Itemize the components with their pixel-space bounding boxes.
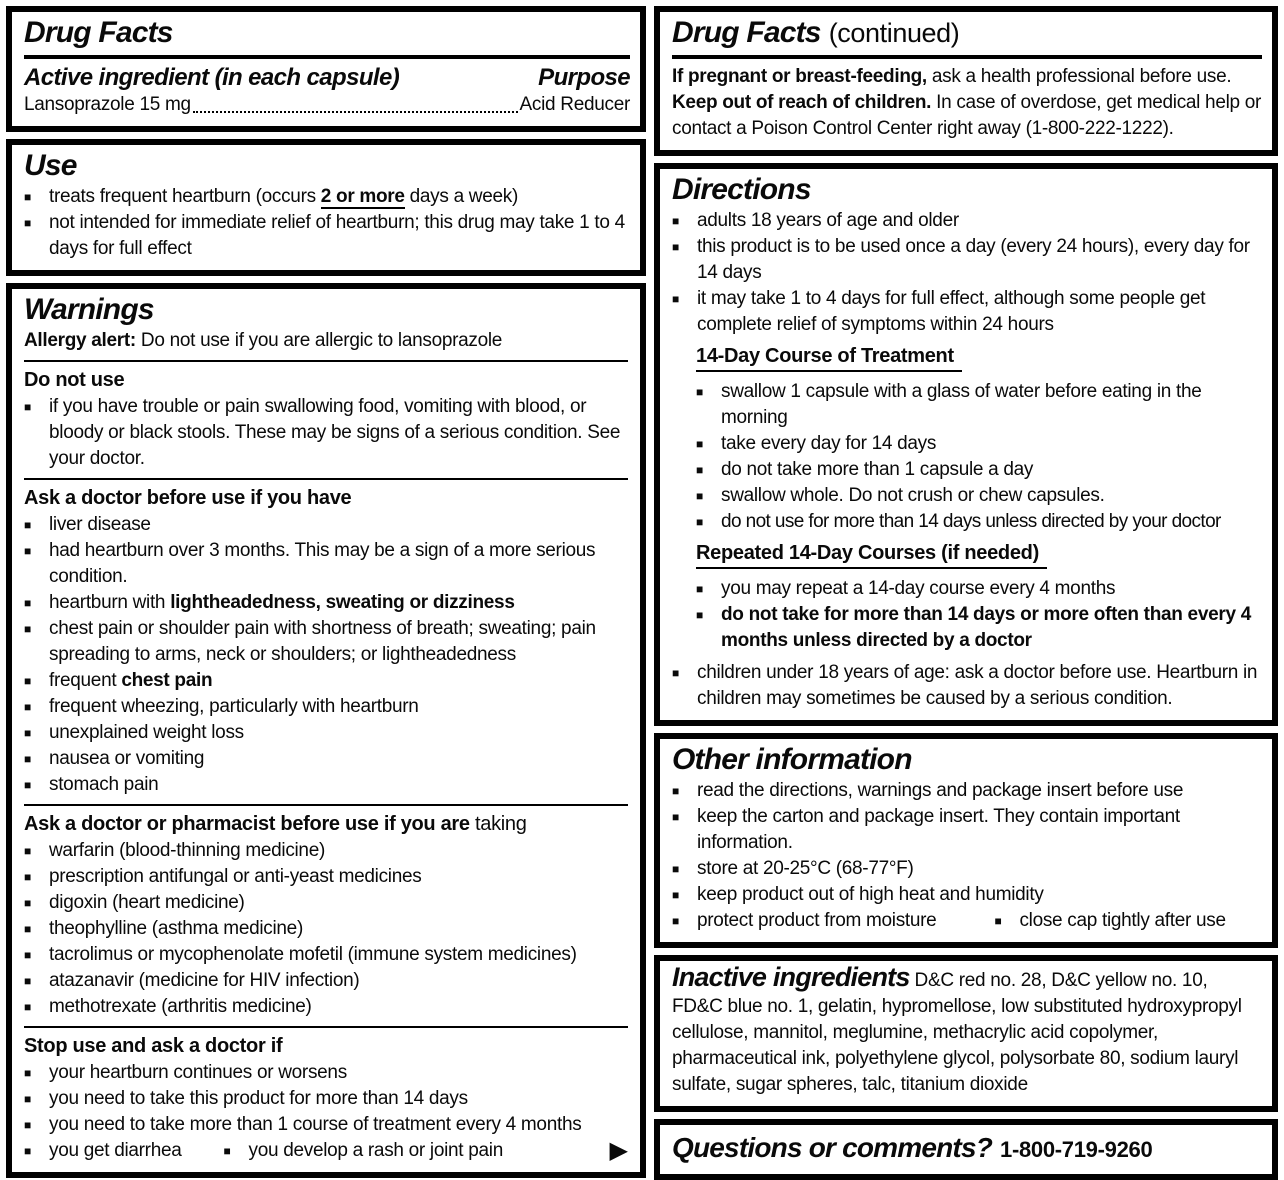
inactive-ingredients-heading: Inactive ingredients [672,962,910,992]
inactive-ingredients-text: D&C red no. 28, D&C yellow no. 10, FD&C blue no. 1, gelatin, hypromellose, low substituted hydroxypropyl cellulose, mannitol, meglumine, methacrylic acid copolymer, pharmaceutical ink, polyethylene glycol, polysorbate 80, sodium lauryl sulfate, sugar spheres, talc, titanium dioxide [672,970,1242,1095]
bullet-square-icon: ■ [24,700,31,714]
ask-doctor-item [24,616,630,668]
directions-panel [654,163,1278,726]
ask-pharmacist-item-text: atazanavir (medicine for HIV infection) [49,970,360,991]
bullet-square-icon: ■ [24,1092,31,1106]
bold-text-segment: If pregnant or breast-feeding, [672,66,927,87]
ask-pharmacist-item [24,864,630,890]
ask-pharmacist-item [24,994,630,1020]
other-info-item [672,882,1262,908]
text-segment: frequent [49,670,122,691]
divider [24,804,628,806]
other-info-item-text: keep the carton and package insert. They contain important information. [697,806,1180,853]
bullet-square-icon: ■ [24,1118,31,1132]
bullet-square-icon: ■ [672,914,679,928]
use-item-text [49,184,630,210]
course-item-text: swallow whole. Do not crush or chew capsules. [721,485,1105,506]
allergy-alert-lead: Allergy alert: [24,330,136,351]
ask-pharmacist-heading [24,811,630,837]
use-item [24,184,630,210]
stop-use-item-text: you need to take this product for more than 14 days [49,1088,468,1109]
bullet-square-icon: ■ [672,888,679,902]
bold-text-segment: Ask a doctor or pharmacist before use if you are [24,813,470,835]
bullet-square-icon: ■ [24,1144,31,1158]
ask-doctor-item [24,694,630,720]
bullet-square-icon: ■ [24,896,31,910]
repeated-item [696,602,1262,654]
course-of-treatment-list [696,379,1262,535]
bullet-square-icon: ■ [696,608,703,622]
ask-doctor-item [24,668,630,694]
ask-doctor-item [24,772,630,798]
bullet-square-icon: ■ [24,596,31,610]
emphasized-text: 2 or more [320,186,405,207]
bullet-square-icon: ■ [696,463,703,477]
course-item [696,483,1262,509]
stop-use-last-row [24,1138,630,1164]
ask-doctor-item-text: nausea or vomiting [49,748,205,769]
course-item-text: do not use for more than 14 days unless directed by your doctor [721,511,1221,532]
drug-facts-continued-title: Drug Facts [672,16,821,49]
inactive-ingredients-paragraph [672,964,1262,1098]
ask-doctor-item-text: had heartburn over 3 months. This may be a sign of a more serious condition. [49,540,596,587]
ask-doctor-heading: Ask a doctor before use if you have [24,487,352,509]
bullet-square-icon: ■ [24,844,31,858]
bullet-square-icon: ■ [24,752,31,766]
ingredient-row [24,92,630,118]
ask-doctor-item-text [49,668,630,694]
questions-heading: Questions or comments? [672,1132,993,1163]
other-information-title: Other information [672,743,912,776]
ask-pharmacist-item [24,916,630,942]
repeated-item [696,576,1262,602]
bullet-square-icon: ■ [696,582,703,596]
text-segment: treats frequent heartburn (occurs [49,186,321,207]
bullet-square-icon: ■ [672,214,679,228]
ask-pharmacist-item [24,968,630,994]
active-ingredient-heading: Active ingredient (in each capsule) [24,64,400,91]
directions-item [672,208,1262,234]
other-information-panel [654,733,1278,948]
bullet-square-icon: ■ [696,385,703,399]
bullet-square-icon: ■ [672,784,679,798]
bullet-square-icon: ■ [24,400,31,414]
ingredient-name: Lansoprazole 15 mg [24,94,191,115]
bullet-square-icon: ■ [672,862,679,876]
divider [24,360,628,362]
ask-doctor-item [24,538,630,590]
bold-text-segment: lightheadedness, sweating or dizziness [170,592,515,613]
drug-facts-continued-title-row [672,15,1262,59]
directions-item-text: adults 18 years of age and older [697,210,959,231]
bullet-square-icon: ■ [24,948,31,962]
warnings-title: Warnings [24,293,154,326]
left-column [6,6,646,1178]
stop-use-item [24,1112,630,1138]
questions-row [672,1128,1262,1166]
bullet-square-icon: ■ [696,437,703,451]
pregnancy-warning [672,64,1262,90]
other-info-item-text: read the directions, warnings and package insert before use [697,780,1184,801]
directions-item [672,286,1262,338]
bullet-square-icon: ■ [24,922,31,936]
directions-title: Directions [672,173,811,206]
bullet-square-icon: ■ [994,914,1002,928]
bullet-square-icon: ■ [24,778,31,792]
course-item-text: do not take more than 1 capsule a day [721,459,1034,480]
ask-doctor-item-text: chest pain or shoulder pain with shortness of breath; sweating; pain spreading to arms, neck or shoulders; or lightheadedness [49,618,596,665]
bullet-square-icon: ■ [672,666,679,680]
directions-item-text: it may take 1 to 4 days for full effect, although some people get complete relief of symptoms within 24 hours [697,288,1206,335]
ask-doctor-item-text [49,590,630,616]
warnings-panel [6,283,646,1178]
use-item-text: not intended for immediate relief of heartburn; this drug may take 1 to 4 days for full effect [49,212,625,259]
other-info-item [672,804,1262,856]
questions-panel [654,1119,1278,1180]
questions-phone-number: 1-800-719-9260 [1000,1137,1153,1162]
ask-pharmacist-item-text: prescription antifungal or anti-yeast medicines [49,866,422,887]
bullet-square-icon: ■ [24,544,31,558]
bullet-square-icon: ■ [223,1144,231,1158]
stop-use-item [24,1086,630,1112]
directions-item [672,234,1262,286]
purpose-heading: Purpose [538,64,630,91]
stop-use-heading: Stop use and ask a doctor if [24,1035,283,1057]
active-ingredient-panel [6,6,646,132]
other-info-item [672,778,1262,804]
ask-doctor-item-text: unexplained weight loss [49,722,244,743]
bullet-square-icon: ■ [24,190,31,204]
course-item [696,379,1262,431]
ask-doctor-item-text: frequent wheezing, particularly with heartburn [49,696,419,717]
keep-out-of-reach-warning [672,90,1262,142]
divider [24,478,628,480]
stop-use-item-text: you get diarrhea [49,1140,182,1161]
children-directions-item-text: children under 18 years of age: ask a doctor before use. Heartburn in children may sometimes be caused by a serious condition. [697,662,1258,709]
course-item-text: take every day for 14 days [721,433,937,454]
do-not-use-item-text: if you have trouble or pain swallowing food, vomiting with blood, or bloody or black stools. These may be signs of a serious condition. See your doctor. [49,396,621,469]
bullet-square-icon: ■ [24,1000,31,1014]
other-info-item-text: keep product out of high heat and humidity [697,884,1044,905]
repeated-courses-list [696,576,1262,654]
purpose-value: Acid Reducer [519,94,630,115]
bullet-square-icon: ■ [24,974,31,988]
do-not-use-item [24,394,630,472]
inactive-ingredients-panel [654,955,1278,1112]
ask-pharmacist-item-text: tacrolimus or mycophenolate mofetil (immune system medicines) [49,944,577,965]
course-of-treatment-heading: 14-Day Course of Treatment [696,345,962,372]
ask-pharmacist-item [24,890,630,916]
bullet-square-icon: ■ [24,216,31,230]
stop-use-item [24,1060,630,1086]
other-info-item [672,856,1262,882]
ask-doctor-item-text: stomach pain [49,774,159,795]
active-ingredient-heading-row [24,64,630,92]
children-directions-item [672,660,1262,712]
stop-use-item-text: you develop a rash or joint pain [248,1140,503,1161]
text-segment: ask a health professional before use. [926,66,1232,87]
use-item [24,210,630,262]
text-segment: In case of overdose, get medical help or contact a Poison Control Center right away (1-800-222-1222). [672,92,1262,139]
ask-doctor-item [24,720,630,746]
repeated-item-text: you may repeat a 14-day course every 4 months [721,578,1116,599]
continued-arrow-icon: ▶ [609,1137,628,1164]
text-segment: taking [469,813,527,835]
right-column [654,6,1278,1180]
ask-pharmacist-item-text: warfarin (blood-thinning medicine) [49,840,325,861]
bullet-square-icon: ■ [672,810,679,824]
drug-facts-continued-panel [654,6,1278,156]
stop-use-item-text: your heartburn continues or worsens [49,1062,347,1083]
bullet-square-icon: ■ [696,489,703,503]
repeated-courses-heading: Repeated 14-Day Courses (if needed) [696,542,1047,569]
bullet-square-icon: ■ [24,674,31,688]
other-info-item-text: store at 20-25°C (68-77°F) [697,858,914,879]
divider [24,1026,628,1028]
other-info-item-text: protect product from moisture [697,910,937,931]
bullet-square-icon: ■ [24,870,31,884]
use-title: Use [24,149,77,182]
do-not-use-heading: Do not use [24,369,125,391]
ask-pharmacist-item [24,838,630,864]
ask-doctor-item [24,746,630,772]
course-item [696,509,1262,535]
allergy-alert [24,328,630,354]
bullet-square-icon: ■ [24,518,31,532]
course-item [696,431,1262,457]
ask-pharmacist-item-text: theophylline (asthma medicine) [49,918,303,939]
directions-item-text: this product is to be used once a day (every 24 hours), every day for 14 days [697,236,1250,283]
drug-facts-title: Drug Facts [24,15,630,59]
ask-pharmacist-item [24,942,630,968]
allergy-alert-text: Do not use if you are allergic to lansoprazole [135,330,503,351]
ask-pharmacist-item-text: methotrexate (arthritis medicine) [49,996,312,1017]
course-item [696,457,1262,483]
bullet-square-icon: ■ [24,726,31,740]
use-panel [6,139,646,276]
bullet-square-icon: ■ [672,240,679,254]
dotted-leader [191,92,520,118]
repeated-item-text: do not take for more than 14 days or more often than every 4 months unless directed by a doctor [721,604,1251,651]
bold-text-segment: chest pain [121,670,213,691]
bold-text-segment: Keep out of reach of children. [672,92,932,113]
bullet-square-icon: ■ [24,622,31,636]
other-info-last-row [672,908,1262,934]
ask-pharmacist-item-text: digoxin (heart medicine) [49,892,245,913]
continued-label: (continued) [828,18,960,48]
ask-doctor-item-text: liver disease [49,514,151,535]
ask-doctor-item [24,590,630,616]
other-info-item-text: close cap tightly after use [1019,910,1226,931]
bullet-square-icon: ■ [24,1066,31,1080]
text-segment: days a week) [404,186,518,207]
course-item-text: swallow 1 capsule with a glass of water before eating in the morning [721,381,1202,428]
ask-doctor-item [24,512,630,538]
stop-use-item-text: you need to take more than 1 course of treatment every 4 months [49,1114,582,1135]
bullet-square-icon: ■ [672,292,679,306]
bullet-square-icon: ■ [696,515,703,529]
text-segment: heartburn with [49,592,171,613]
